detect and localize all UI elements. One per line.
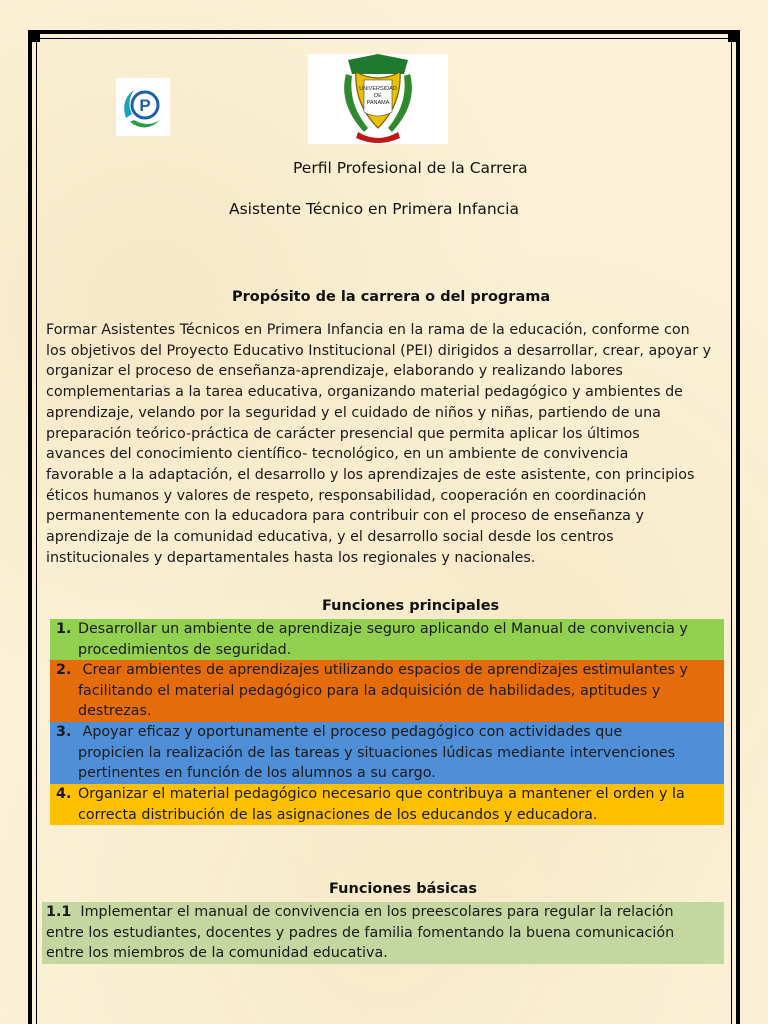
- paragraph-line: aprendizaje de la comunidad educativa, y el desarrollo social desde los centros: [46, 529, 614, 546]
- funcion-principal-item: [50, 784, 724, 825]
- item-line: propicien la realización de las tareas y situaciones lúdicas mediante intervenciones: [78, 744, 676, 761]
- item-line: Apoyar eficaz y oportunamente el proceso pedagógico con actividades que: [78, 724, 623, 740]
- funcion-basica-item: [42, 902, 724, 964]
- funciones-principales-heading: Funciones principales: [322, 598, 500, 614]
- border-corner: [728, 32, 738, 42]
- item-line: correcta distribución de las asignaciones de los educandos y educadora.: [78, 806, 598, 823]
- paragraph-line: favorable a la adaptación, el desarrollo y los aprendizajes de este asistente, con principios: [46, 466, 695, 483]
- up-logo-icon: [116, 78, 170, 136]
- universidad-de-panama-crest-icon: [308, 54, 448, 144]
- page-title: Perfil Profesional de la Carrera: [293, 159, 528, 177]
- paragraph-line: éticos humanos y valores de respeto, responsabilidad, cooperación en coordinación: [46, 487, 647, 504]
- item-line: facilitando el material pedagógico para la adquisición de habilidades, aptitudes y: [78, 682, 661, 699]
- paragraph-line: aprendizaje, velando por la seguridad y el cuidado de niños y niñas, partiendo de una: [46, 404, 661, 421]
- page-subtitle: Asistente Técnico en Primera Infancia: [229, 200, 519, 218]
- svg-text:P: P: [139, 96, 151, 115]
- funciones-basicas-heading: Funciones básicas: [329, 881, 477, 897]
- item-line: procedimientos de seguridad.: [78, 641, 292, 658]
- item-line: Desarrollar un ambiente de aprendizaje seguro aplicando el Manual de convivencia y: [78, 621, 688, 637]
- crest-text-line: UNIVERSIDAD: [359, 86, 397, 92]
- purpose-paragraph: [46, 320, 722, 568]
- item-number: 1.1: [46, 904, 72, 920]
- funcion-principal-item: [50, 619, 724, 660]
- crest-text-line: DE: [374, 93, 382, 99]
- border-corner: [30, 32, 40, 42]
- paragraph-line: institucionales y departamentales hasta los regionales y nacionales.: [46, 549, 536, 566]
- crest-text-line: PANAMA: [366, 100, 390, 106]
- item-number: 4.: [56, 786, 72, 802]
- item-line: Crear ambientes de aprendizajes utilizando espacios de aprendizajes estimulantes y: [78, 662, 688, 678]
- funcion-principal-item: [50, 660, 724, 722]
- paragraph-line: preparación teórico-práctica de carácter presencial que permita aplicar los últimos: [46, 425, 640, 442]
- purpose-heading: Propósito de la carrera o del programa: [232, 289, 551, 305]
- paragraph-line: avances del conocimiento científico- tecnológico, en un ambiente de convivencia: [46, 446, 629, 463]
- item-line: pertinentes en función de los alumnos a su cargo.: [78, 765, 436, 781]
- item-number: 3.: [56, 724, 72, 740]
- paragraph-line: organizar el proceso de enseñanza-aprendizaje, elaborando y realizando labores: [46, 363, 623, 380]
- funcion-principal-item: [50, 722, 724, 784]
- item-number: 1.: [56, 621, 72, 637]
- item-line: destrezas.: [78, 703, 152, 719]
- item-line: Organizar el material pedagógico necesario que contribuya a mantener el orden y la: [78, 786, 685, 802]
- item-line: entre los miembros de la comunidad educativa.: [46, 945, 388, 961]
- item-line-text: Implementar el manual de convivencia en los preescolares para regular la relación: [71, 904, 674, 920]
- item-line: entre los estudiantes, docentes y padres de familia fomentando la buena comunicación: [46, 924, 675, 941]
- paragraph-line: permanentemente con la educadora para contribuir con el proceso de enseñanza y: [46, 508, 644, 525]
- item-number: 2.: [56, 662, 72, 678]
- item-line: [46, 902, 716, 923]
- paragraph-line: Formar Asistentes Técnicos en Primera Infancia en la rama de la educación, conforme con: [46, 322, 690, 338]
- paragraph-line: los objetivos del Proyecto Educativo Institucional (PEI) dirigidos a desarrollar, crear, apoyar y: [46, 342, 712, 359]
- paragraph-line: complementarias a la tarea educativa, organizando material pedagógico y ambientes de: [46, 384, 683, 401]
